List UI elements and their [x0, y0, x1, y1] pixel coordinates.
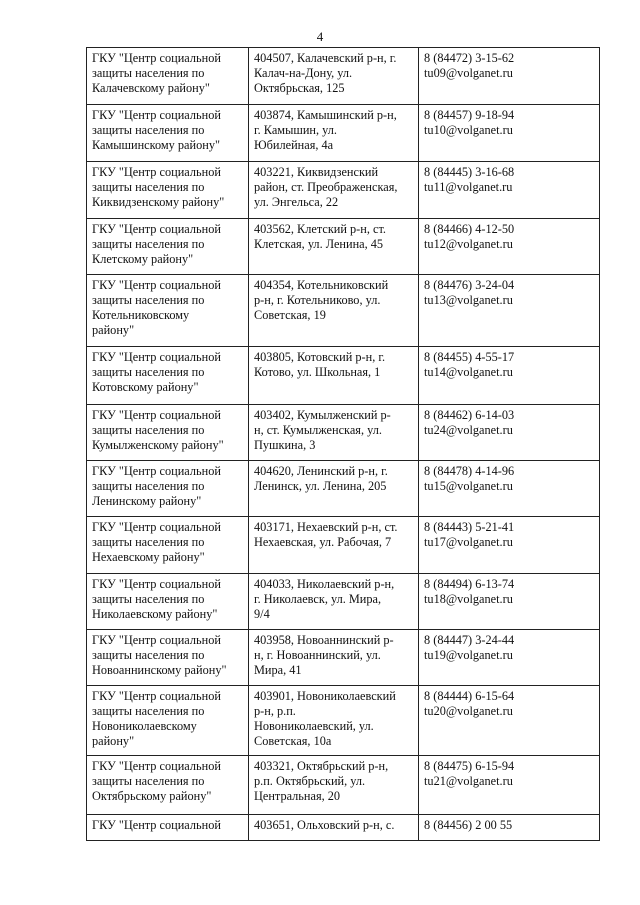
organization-name-cell	[87, 756, 249, 815]
organization-name-line: ГКУ "Центр социальной	[92, 165, 221, 179]
organization-name-line: защиты населения по	[92, 180, 205, 194]
phone-number: 8 (84494) 6-13-74	[424, 577, 515, 591]
phone-number: 8 (84478) 4-14-96	[424, 464, 515, 478]
table-row	[87, 219, 600, 275]
contact-cell	[419, 48, 600, 105]
table-row	[87, 48, 600, 105]
organization-name-line: ГКУ "Центр социальной	[92, 350, 221, 364]
organization-name-line: ГКУ "Центр социальной	[92, 464, 221, 478]
contact-cell	[419, 756, 600, 815]
address-line: ул. Энгельса, 22	[254, 195, 339, 209]
address-line: Котово, ул. Школьная, 1	[254, 365, 381, 379]
table-row	[87, 461, 600, 517]
table-row	[87, 517, 600, 574]
address-line: 403874, Камышинский р-н,	[254, 108, 397, 122]
address-line: Ленинск, ул. Ленина, 205	[254, 479, 387, 493]
organization-name-line: ГКУ "Центр социальной	[92, 759, 221, 773]
table-row	[87, 275, 600, 347]
address-line: Октябрьская, 125	[254, 81, 345, 95]
contact-cell	[419, 686, 600, 756]
address-line: Клетская, ул. Ленина, 45	[254, 237, 384, 251]
address-line: 404354, Котельниковский	[254, 278, 389, 292]
organization-name-line: защиты населения по	[92, 66, 205, 80]
organization-name-cell	[87, 275, 249, 347]
address-line: 403171, Нехаевский р-н, ст.	[254, 520, 398, 534]
address-cell	[249, 347, 419, 405]
organization-name-cell	[87, 517, 249, 574]
phone-number: 8 (84456) 2 00 55	[424, 818, 513, 832]
organization-name-line: защиты населения по	[92, 365, 205, 379]
organization-name-line: Камышинскому району"	[92, 138, 220, 152]
address-line: Калач-на-Дону, ул.	[254, 66, 353, 80]
phone-number: 8 (84466) 4-12-50	[424, 222, 515, 236]
table-row	[87, 405, 600, 461]
address-cell	[249, 517, 419, 574]
address-cell	[249, 756, 419, 815]
organization-name-line: защиты населения по	[92, 123, 205, 137]
table-row	[87, 347, 600, 405]
address-line: г. Камышин, ул.	[254, 123, 337, 137]
organization-name-line: защиты населения по	[92, 237, 205, 251]
address-cell	[249, 686, 419, 756]
email-address: tu13@volganet.ru	[424, 293, 513, 307]
organization-name-line: ГКУ "Центр социальной	[92, 633, 221, 647]
address-line: 403321, Октябрьский р-н,	[254, 759, 389, 773]
address-line: Юбилейная, 4а	[254, 138, 334, 152]
address-cell	[249, 275, 419, 347]
phone-number: 8 (84462) 6-14-03	[424, 408, 515, 422]
contacts-table-body	[87, 48, 600, 841]
organization-name-cell	[87, 461, 249, 517]
email-address: tu10@volganet.ru	[424, 123, 513, 137]
phone-number: 8 (84444) 6-15-64	[424, 689, 515, 703]
email-address: tu18@volganet.ru	[424, 592, 513, 606]
address-line: Советская, 10а	[254, 734, 332, 748]
email-address: tu14@volganet.ru	[424, 365, 513, 379]
organization-name-line: ГКУ "Центр социальной	[92, 278, 221, 292]
organization-name-line: защиты населения по	[92, 293, 205, 307]
address-line: район, ст. Преображенская,	[254, 180, 398, 194]
phone-number: 8 (84457) 9-18-94	[424, 108, 515, 122]
organization-name-cell	[87, 686, 249, 756]
contact-cell	[419, 275, 600, 347]
organization-name-line: ГКУ "Центр социальной	[92, 108, 221, 122]
phone-number: 8 (84445) 3-16-68	[424, 165, 515, 179]
organization-name-line: защиты населения по	[92, 423, 205, 437]
address-cell	[249, 574, 419, 630]
organization-name-line: ГКУ "Центр социальной	[92, 689, 221, 703]
organization-name-line: Клетскому району"	[92, 252, 194, 266]
address-cell	[249, 48, 419, 105]
address-line: 403958, Новоаннинский р-	[254, 633, 394, 647]
organization-name-cell	[87, 219, 249, 275]
address-cell	[249, 630, 419, 686]
address-line: Мира, 41	[254, 663, 302, 677]
organization-name-line: защиты населения по	[92, 479, 205, 493]
contact-cell	[419, 105, 600, 162]
organization-name-line: Котельниковскому	[92, 308, 190, 322]
address-cell	[249, 461, 419, 517]
address-cell	[249, 219, 419, 275]
contact-cell	[419, 815, 600, 841]
organization-name-line: Николаевскому району"	[92, 607, 218, 621]
email-address: tu21@volganet.ru	[424, 774, 513, 788]
table-row	[87, 815, 600, 841]
organization-name-line: Котовскому району"	[92, 380, 199, 394]
organization-name-line: Новоаннинскому району"	[92, 663, 227, 677]
organization-name-cell	[87, 630, 249, 686]
email-address: tu17@volganet.ru	[424, 535, 513, 549]
organization-name-line: ГКУ "Центр социальной	[92, 51, 221, 65]
address-cell	[249, 162, 419, 219]
organization-name-cell	[87, 105, 249, 162]
email-address: tu19@volganet.ru	[424, 648, 513, 662]
organization-name-line: защиты населения по	[92, 592, 205, 606]
address-line: 403562, Клетский р-н, ст.	[254, 222, 386, 236]
table-row	[87, 630, 600, 686]
address-line: 404620, Ленинский р-н, г.	[254, 464, 388, 478]
email-address: tu24@volganet.ru	[424, 423, 513, 437]
contact-cell	[419, 162, 600, 219]
contacts-table	[86, 47, 600, 841]
organization-name-cell	[87, 405, 249, 461]
organization-name-line: ГКУ "Центр социальной	[92, 577, 221, 591]
phone-number: 8 (84472) 3-15-62	[424, 51, 515, 65]
organization-name-line: Нехаевскому району"	[92, 550, 205, 564]
table-row	[87, 756, 600, 815]
address-line: Советская, 19	[254, 308, 326, 322]
organization-name-line: Калачевскому району"	[92, 81, 210, 95]
address-line: г. Николаевск, ул. Мира,	[254, 592, 382, 606]
organization-name-line: Кумылженскому району"	[92, 438, 224, 452]
organization-name-line: району"	[92, 734, 135, 748]
email-address: tu15@volganet.ru	[424, 479, 513, 493]
table-row	[87, 105, 600, 162]
organization-name-cell	[87, 48, 249, 105]
address-line: 403651, Ольховский р-н, с.	[254, 818, 395, 832]
contact-cell	[419, 347, 600, 405]
address-line: 403805, Котовский р-н, г.	[254, 350, 386, 364]
contact-cell	[419, 219, 600, 275]
contact-cell	[419, 405, 600, 461]
phone-number: 8 (84476) 3-24-04	[424, 278, 515, 292]
organization-name-cell	[87, 162, 249, 219]
contact-cell	[419, 574, 600, 630]
address-cell	[249, 105, 419, 162]
email-address: tu09@volganet.ru	[424, 66, 513, 80]
table-row	[87, 686, 600, 756]
address-line: 403901, Новониколаевский	[254, 689, 396, 703]
phone-number: 8 (84447) 3-24-44	[424, 633, 515, 647]
address-cell	[249, 405, 419, 461]
address-line: р-н, р.п.	[254, 704, 296, 718]
organization-name-cell	[87, 347, 249, 405]
address-line: Центральная, 20	[254, 789, 341, 803]
address-line: 9/4	[254, 607, 270, 621]
organization-name-line: Новониколаевскому	[92, 719, 197, 733]
organization-name-line: району"	[92, 323, 135, 337]
table-row	[87, 574, 600, 630]
contact-cell	[419, 461, 600, 517]
organization-name-line: ГКУ "Центр социальной	[92, 818, 221, 832]
address-line: р-н, г. Котельниково, ул.	[254, 293, 381, 307]
address-line: н, ст. Кумылженская, ул.	[254, 423, 382, 437]
address-line: н, г. Новоаннинский, ул.	[254, 648, 381, 662]
organization-name-cell	[87, 815, 249, 841]
address-line: 403402, Кумылженский р-	[254, 408, 391, 422]
address-cell	[249, 815, 419, 841]
phone-number: 8 (84443) 5-21-41	[424, 520, 515, 534]
organization-name-line: Октябрьскому району"	[92, 789, 212, 803]
organization-name-line: ГКУ "Центр социальной	[92, 520, 221, 534]
organization-name-line: защиты населения по	[92, 774, 205, 788]
phone-number: 8 (84455) 4-55-17	[424, 350, 515, 364]
organization-name-line: ГКУ "Центр социальной	[92, 408, 221, 422]
address-line: Пушкина, 3	[254, 438, 316, 452]
address-line: Новониколаевский, ул.	[254, 719, 374, 733]
email-address: tu20@volganet.ru	[424, 704, 513, 718]
organization-name-line: Киквидзенскому району"	[92, 195, 225, 209]
organization-name-line: Ленинскому району"	[92, 494, 202, 508]
page-number: 4	[316, 29, 324, 44]
contact-cell	[419, 517, 600, 574]
organization-name-line: защиты населения по	[92, 648, 205, 662]
address-line: р.п. Октябрьский, ул.	[254, 774, 366, 788]
contact-cell	[419, 630, 600, 686]
address-line: Нехаевская, ул. Рабочая, 7	[254, 535, 392, 549]
organization-name-cell	[87, 574, 249, 630]
organization-name-line: защиты населения по	[92, 535, 205, 549]
email-address: tu11@volganet.ru	[424, 180, 513, 194]
organization-name-line: защиты населения по	[92, 704, 205, 718]
address-line: 404033, Николаевский р-н,	[254, 577, 395, 591]
address-line: 404507, Калачевский р-н, г.	[254, 51, 397, 65]
email-address: tu12@volganet.ru	[424, 237, 513, 251]
organization-name-line: ГКУ "Центр социальной	[92, 222, 221, 236]
phone-number: 8 (84475) 6-15-94	[424, 759, 515, 773]
table-row	[87, 162, 600, 219]
address-line: 403221, Киквидзенский	[254, 165, 379, 179]
